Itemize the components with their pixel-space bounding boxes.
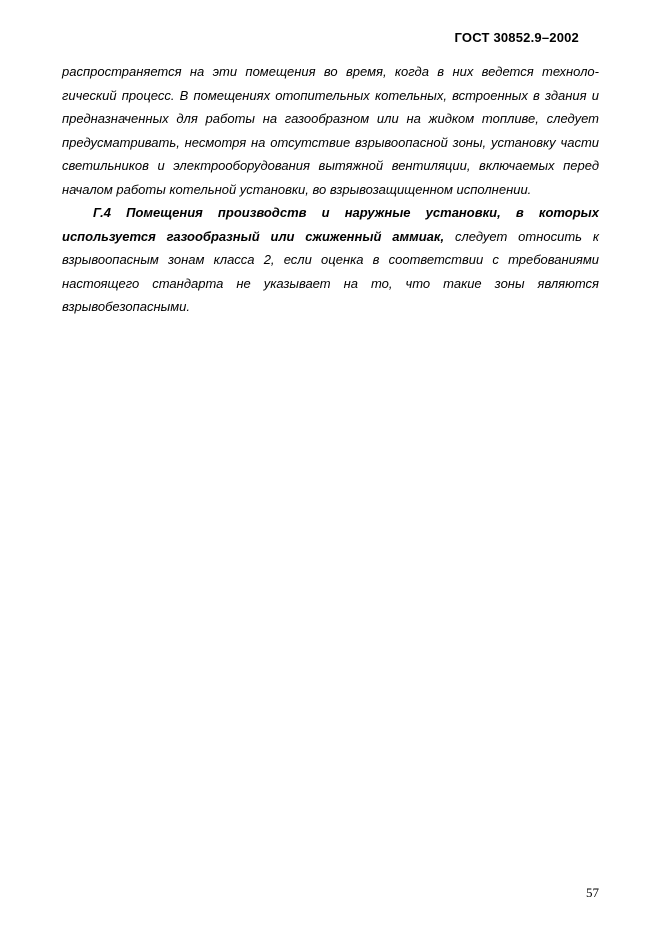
page-number: 57 — [586, 885, 599, 900]
document-body — [62, 60, 599, 319]
document-code: ГОСТ 30852.9–2002 — [454, 30, 579, 45]
paragraph-continuation: распространяется на эти помещения во время, когда в них ведется техноло-гический процесс. В помещениях отопительных котельных, встроенных в здания и предназначенных для работы на газообразном или на жидком топливе, следует предусматривать, несмотря на отсутствие взрывоопасной зоны, установку части светильников и электрооборудования вытяжной вентиляции, включаемых перед началом работы котельной установки, во взрывозащищенном исполнении. — [62, 64, 599, 197]
paragraph-g4-bold-lead: Г.4 Помещения производств и наружные установки, в которых используется газообразный или сжиженный аммиак, — [62, 205, 599, 244]
paragraph-g4-text: следует относить к взрывоопасным зонам класса 2, если оценка в соответствии с требованиями настоящего стандарта не указывает на то, что такие зоны являются взрывобезопасными. — [62, 228, 599, 314]
paragraph-g4 — [62, 201, 599, 319]
